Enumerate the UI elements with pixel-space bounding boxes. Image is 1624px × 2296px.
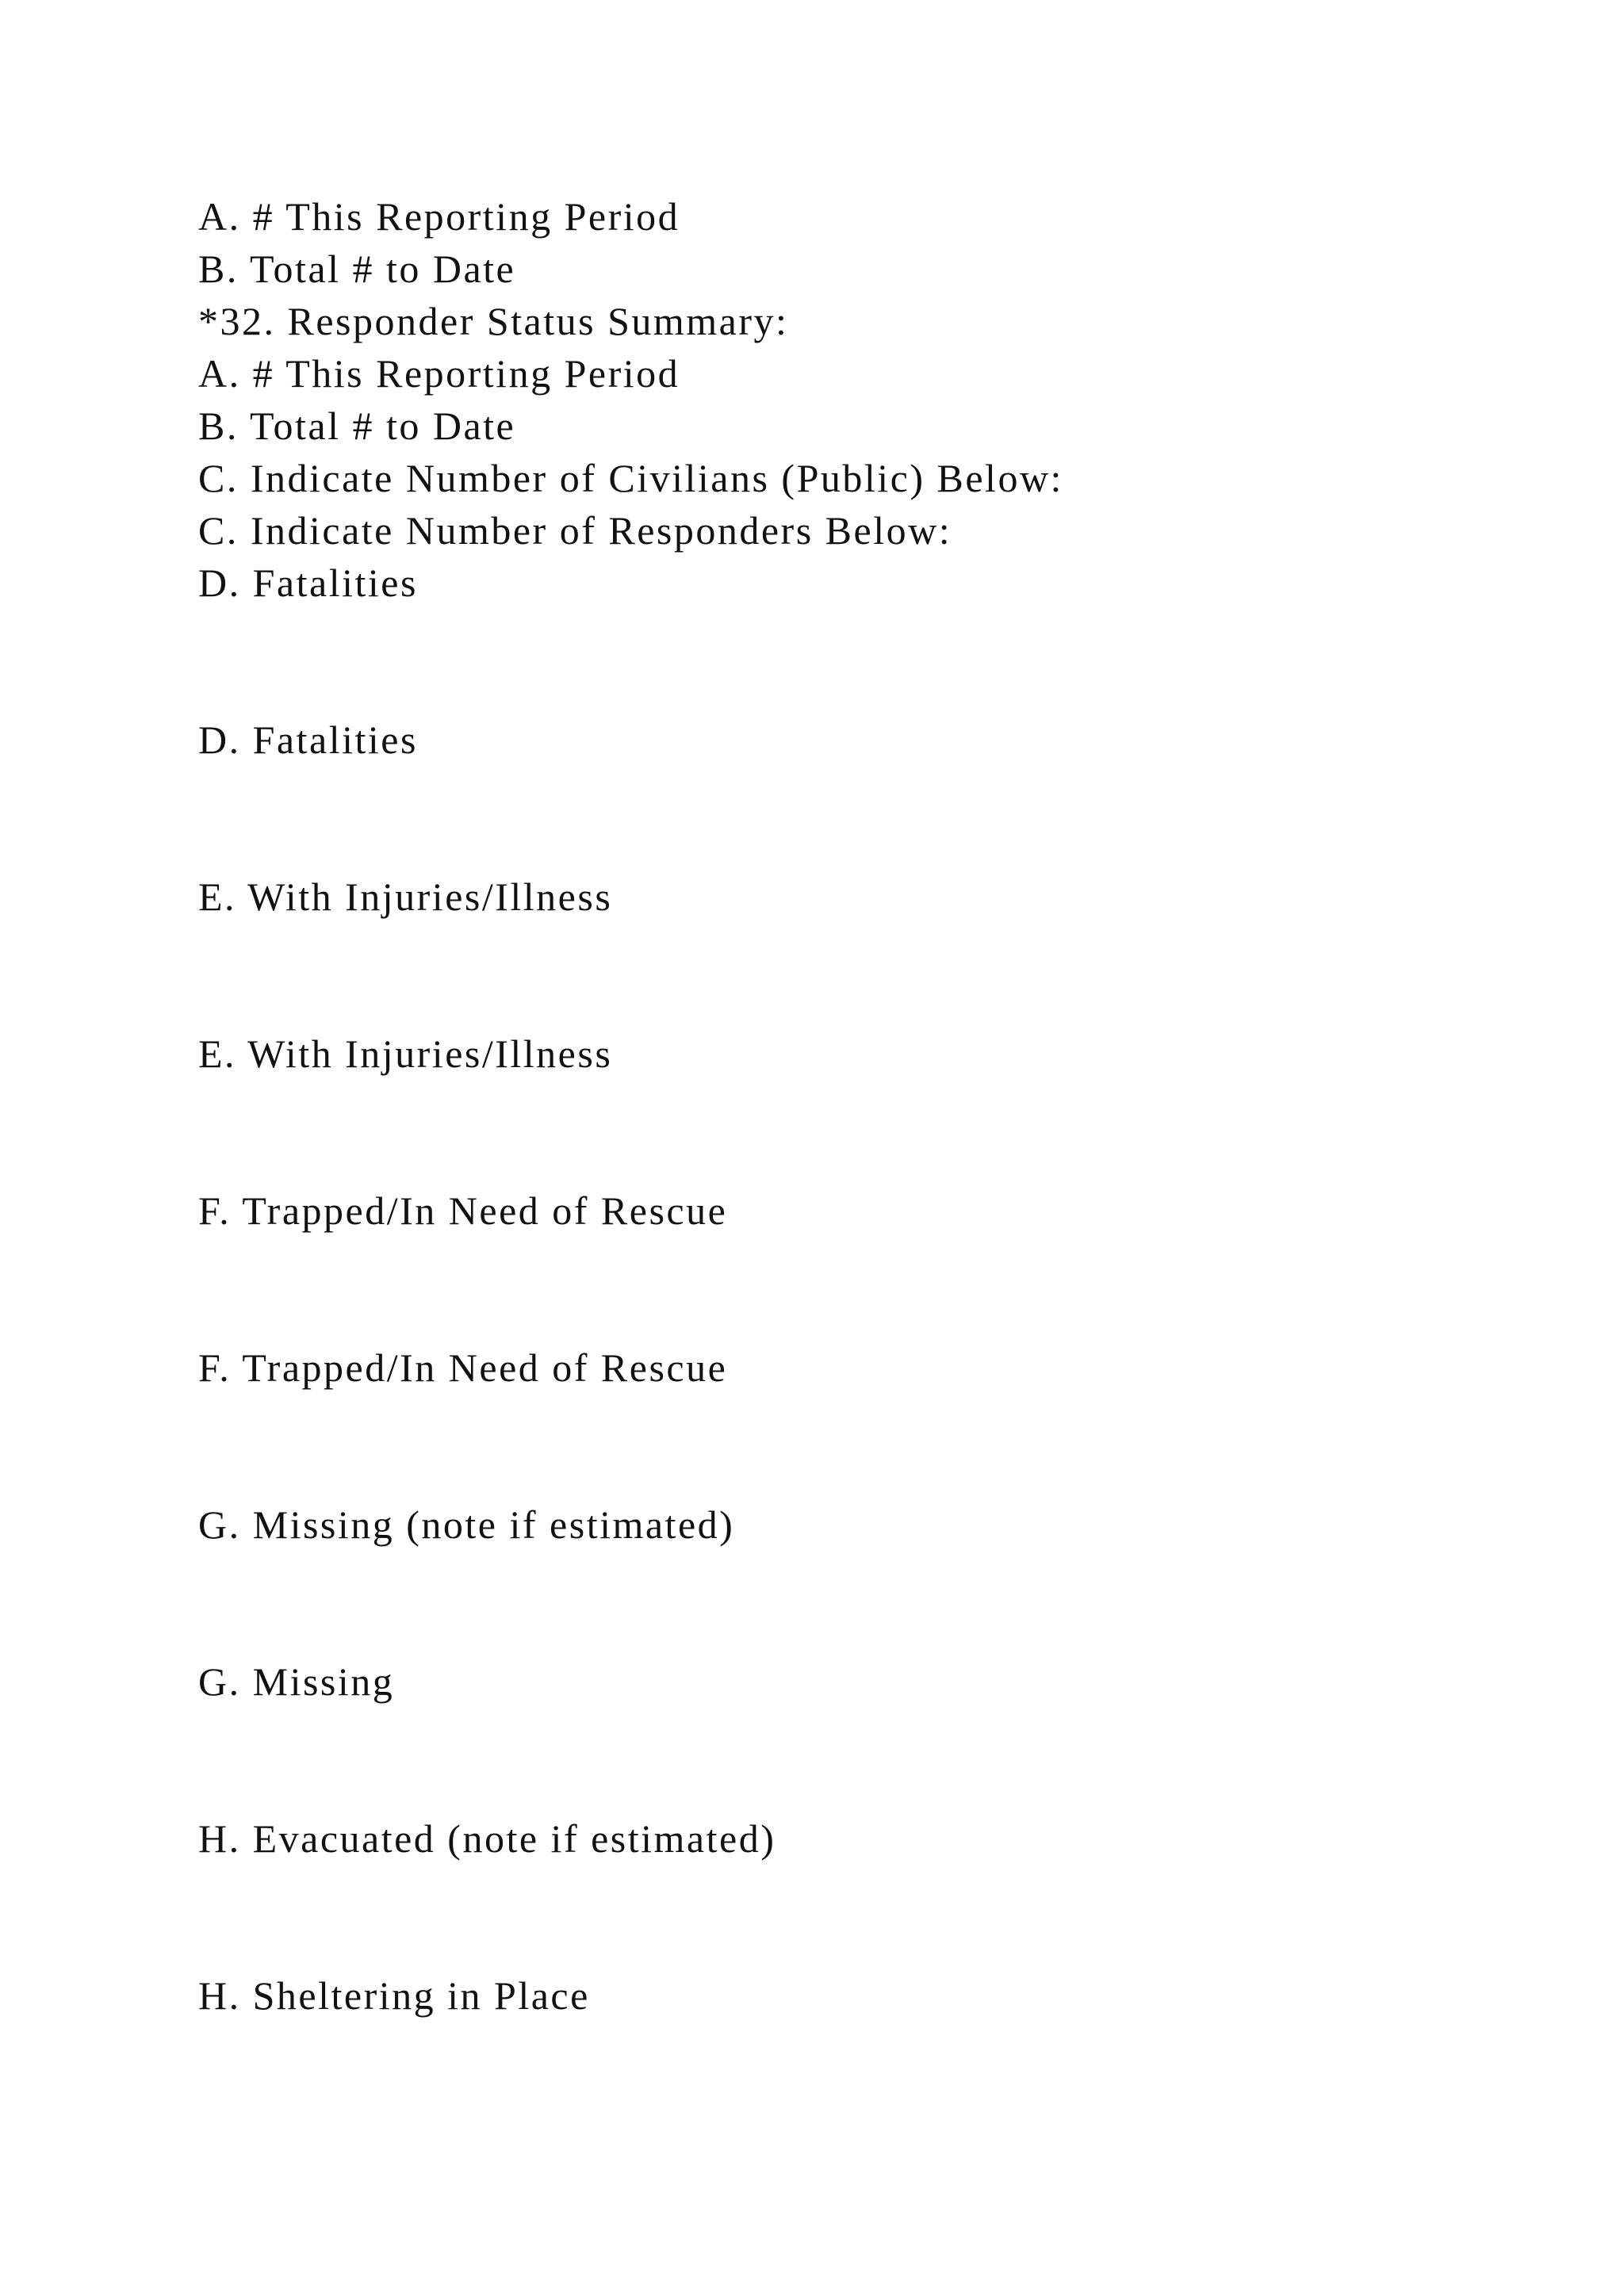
spacer: [198, 1237, 1546, 1341]
line-responders-below: C. Indicate Number of Responders Below:: [198, 508, 952, 553]
line-sheltering-in-place: H. Sheltering in Place: [198, 1973, 590, 2018]
line-total-to-date: B. Total # to Date: [198, 247, 516, 291]
spacer: [198, 609, 1546, 714]
line-civilians-below: C. Indicate Number of Civilians (Public) Below:: [198, 456, 1063, 500]
line-missing-estimated: G. Missing (note if estimated): [198, 1502, 735, 1547]
line-responder-status-summary: *32. Responder Status Summary:: [198, 299, 789, 343]
spacer: [198, 1080, 1546, 1184]
line-injuries-illness-2: E. With Injuries/Illness: [198, 1031, 613, 1076]
line-fatalities-2: D. Fatalities: [198, 718, 418, 762]
line-total-to-date-2: B. Total # to Date: [198, 404, 516, 448]
line-this-reporting-period: A. # This Reporting Period: [198, 194, 680, 239]
spacer: [198, 923, 1546, 1027]
line-fatalities: D. Fatalities: [198, 561, 418, 605]
line-trapped-rescue: F. Trapped/In Need of Rescue: [198, 1188, 728, 1233]
spacer: [198, 1551, 1546, 1655]
spacer: [198, 1394, 1546, 1498]
line-evacuated-estimated: H. Evacuated (note if estimated): [198, 1816, 776, 1861]
spacer: [198, 1865, 1546, 1969]
document-body: [198, 190, 1546, 2022]
spacer: [198, 1708, 1546, 1812]
line-this-reporting-period-2: A. # This Reporting Period: [198, 351, 680, 396]
line-trapped-rescue-2: F. Trapped/In Need of Rescue: [198, 1345, 728, 1390]
line-injuries-illness: E. With Injuries/Illness: [198, 874, 613, 919]
spacer: [198, 766, 1546, 871]
line-missing: G. Missing: [198, 1659, 395, 1704]
